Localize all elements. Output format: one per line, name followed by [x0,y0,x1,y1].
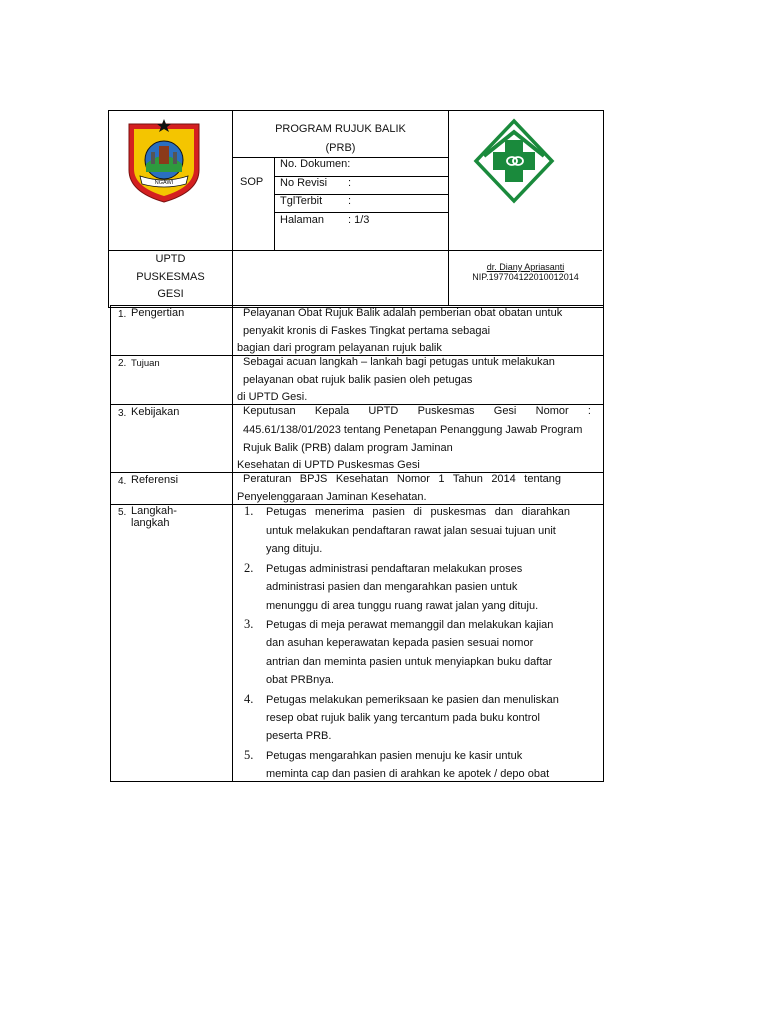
step-text-line: meminta cap dan pasien di arahkan ke apotek / depo obat [266,768,550,780]
section-text-line: di UPTD Gesi. [237,391,308,403]
doc-title [233,120,448,158]
field-label: Halaman [280,214,325,226]
org-name [109,250,232,304]
field-value: : [348,177,352,189]
signer-nip: NIP.197704122010012014 [472,272,579,282]
section-text-line: bagian dari program pelayanan rujuk balik [237,342,442,354]
divider [232,305,233,782]
org-line3: GESI [157,288,184,300]
section-text-line: penyakit kronis di Faskes Tingkat pertama sebagai [243,325,491,337]
section-text-line: Kesehatan di UPTD Puskesmas Gesi [237,459,420,471]
step-text-line: Petugas menerima pasien di puskesmas dan diarahkan [266,506,570,518]
step-text-line: Petugas administrasi pendaftaran melakukan proses [266,563,523,575]
section-text-line: Peraturan BPJS Kesehatan Nomor 1 Tahun 2014 tentang [243,473,561,485]
signer-block [449,262,602,282]
section-text-line: Rujuk Balik (PRB) dalam program Jaminan [243,442,453,454]
section-number: 3. [118,408,127,419]
sop-label: SOP [240,176,264,188]
regency-logo [126,118,202,204]
org-line2: PUSKESMAS [136,270,205,283]
step-text-line: Petugas mengarahkan pasien menuju ke kasir untuk [266,750,523,762]
step-number: 3. [244,617,254,631]
step-text-line: peserta PRB. [266,730,332,742]
field-tgl-terbit [280,195,352,207]
step-text-line: dan asuhan keperawatan kepada pasien sesuai nomor [266,637,534,649]
divider [274,212,448,213]
section-number: 5. [118,507,127,518]
section-label: Pengertian [131,307,185,319]
logo-banner-text: NGAWI [154,180,174,186]
step-text-line: menunggu di area tunggu ruang rawat jalan yang dituju. [266,600,539,612]
field-no-dokumen [280,158,350,170]
field-halaman [280,214,370,226]
field-label: TglTerbit [280,195,323,207]
section-text-line: Keputusan Kepala UPTD Puskesmas Gesi Nomor : [243,405,591,417]
step-text-line: antrian dan meminta pasien untuk menyiapkan buku daftar [266,656,553,668]
section-label: Langkah-langkah [131,505,177,529]
section-text-line: Penyelenggaraan Jaminan Kesehatan. [237,491,427,503]
doc-title-line1: PROGRAM RUJUK BALIK [275,123,406,135]
section-label: Kebijakan [131,406,180,418]
section-text-line: 445.61/138/01/2023 tentang Penetapan Penanggung Jawab Program [243,424,583,436]
step-text-line: Petugas melakukan pemeriksaan ke pasien dan menuliskan [266,694,559,706]
section-number: 2. [118,358,127,369]
puskesmas-logo [472,118,556,204]
org-line1: UPTD [155,253,186,265]
section-label: Tujuan [131,358,160,369]
field-value: : 1/3 [348,214,370,226]
step-number: 4. [244,692,254,706]
step-number: 2. [244,561,254,575]
signer-name: dr. Diany Apriasanti [486,262,565,272]
section-label: Referensi [131,474,179,486]
step-text-line: untuk melakukan pendaftaran rawat jalan sesuai tujuan unit [266,525,556,537]
field-no-revisi [280,177,352,189]
step-number: 1. [244,504,254,518]
field-value: : [348,195,352,207]
step-text-line: yang dituju. [266,543,323,555]
doc-title-line2: (PRB) [325,142,356,154]
divider [274,157,275,250]
section-text-line: Pelayanan Obat Rujuk Balik adalah pemberian obat obatan untuk [243,307,563,319]
field-label: No Revisi [280,177,328,189]
step-text-line: obat PRBnya. [266,674,334,686]
step-text-line: resep obat rujuk balik yang tercantum pada buku kontrol [266,712,540,724]
field-label: No. Dokumen: [280,158,351,170]
divider [110,504,604,505]
section-text-line: pelayanan obat rujuk balik pasien oleh petugas [243,374,473,386]
step-number: 5. [244,748,254,762]
step-text-line: Petugas di meja perawat memanggil dan melakukan kajian [266,619,554,631]
section-number: 4. [118,476,127,487]
section-text-line: Sebagai acuan langkah – lankah bagi petugas untuk melakukan [243,356,555,368]
step-text-line: administrasi pasien dan mengarahkan pasien untuk [266,581,518,593]
section-number: 1. [118,309,127,320]
